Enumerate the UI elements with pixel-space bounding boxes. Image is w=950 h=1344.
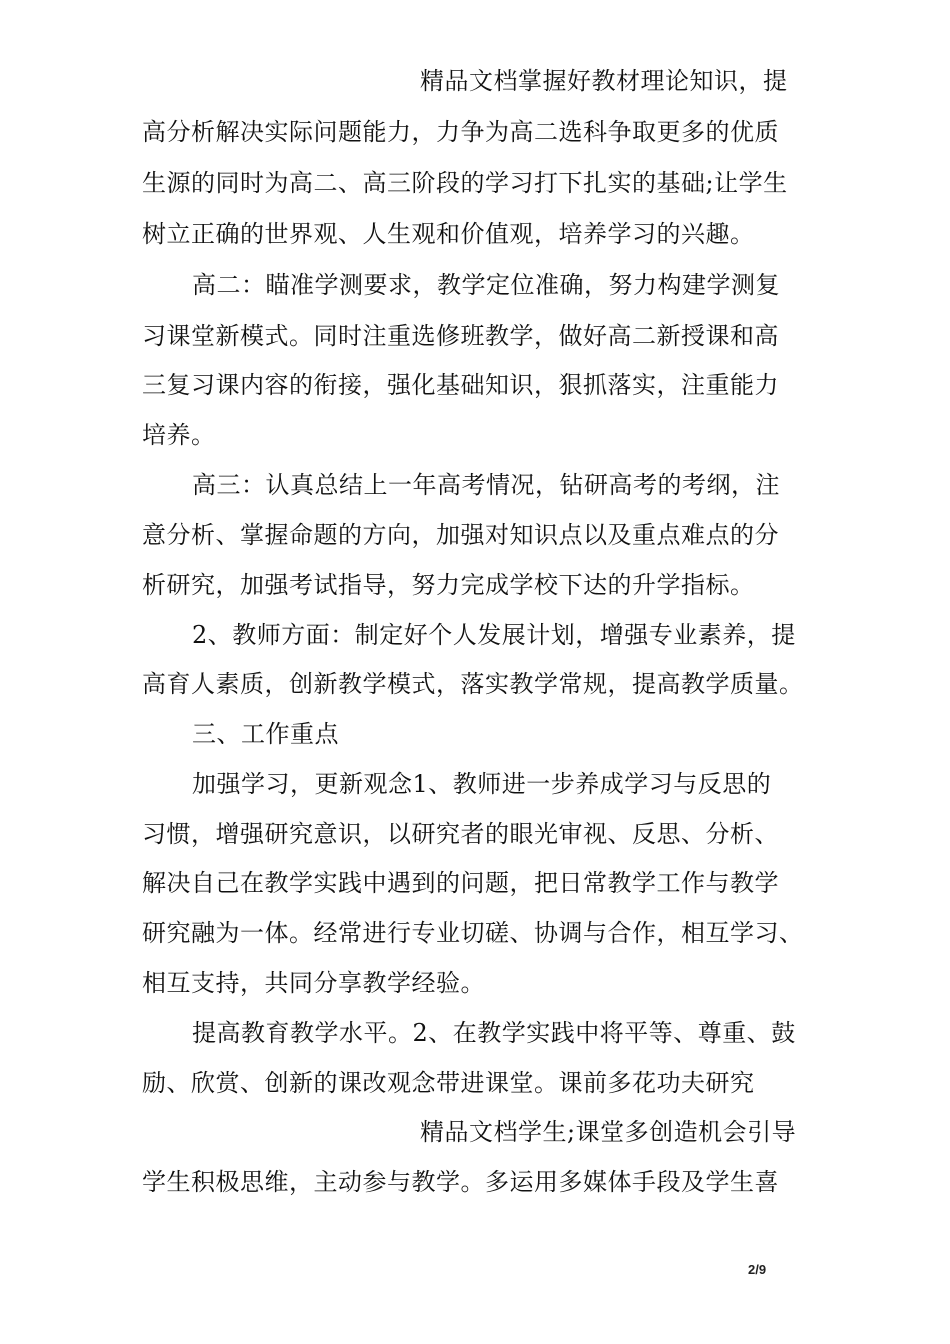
text-line: 析研究，加强考试指导，努力完成学校下达的升学指标。 — [142, 571, 755, 599]
text-line: 习惯，增强研究意识，以研究者的眼光审视、反思、分析、 — [142, 820, 779, 848]
text-line: 励、欣赏、创新的课改观念带进课堂。课前多花功夫研究 — [142, 1069, 755, 1097]
text-line-paragraph-start: 2、教师方面：制定好个人发展计划，增强专业素养，提 — [192, 621, 796, 649]
text-line-header: 精品文档学生;课堂多创造机会引导 — [420, 1118, 797, 1146]
text-line-paragraph-start: 加强学习，更新观念1、教师进一步养成学习与反思的 — [192, 770, 772, 798]
section-heading: 三、工作重点 — [192, 720, 339, 748]
text-line: 生源的同时为高二、高三阶段的学习打下扎实的基础;让学生 — [142, 169, 788, 197]
text-line: 高育人素质，创新教学模式，落实教学常规，提高教学质量。 — [142, 670, 804, 698]
text-line: 习课堂新模式。同时注重选修班教学，做好高二新授课和高 — [142, 322, 779, 350]
text-line: 高分析解决实际问题能力，力争为高二选科争取更多的优质 — [142, 118, 779, 146]
text-line: 意分析、掌握命题的方向，加强对知识点以及重点难点的分 — [142, 521, 779, 549]
text-line-paragraph-start: 提高教育教学水平。2、在教学实践中将平等、尊重、鼓 — [192, 1019, 796, 1047]
text-line: 研究融为一体。经常进行专业切磋、协调与合作，相互学习、 — [142, 919, 804, 947]
text-line: 三复习课内容的衔接，强化基础知识，狠抓落实，注重能力 — [142, 371, 779, 399]
text-line-paragraph-start: 高二：瞄准学测要求，教学定位准确，努力构建学测复 — [192, 271, 780, 299]
text-line-header: 精品文档掌握好教材理论知识，提 — [420, 67, 788, 95]
text-line: 树立正确的世界观、人生观和价值观，培养学习的兴趣。 — [142, 220, 755, 248]
page-number: 2/9 — [748, 1262, 767, 1277]
text-line: 解决自己在教学实践中遇到的问题，把日常教学工作与教学 — [142, 869, 779, 897]
text-line: 培养。 — [142, 421, 216, 449]
text-line: 相互支持，共同分享教学经验。 — [142, 969, 485, 997]
text-line: 学生积极思维，主动参与教学。多运用多媒体手段及学生喜 — [142, 1168, 779, 1196]
text-line-paragraph-start: 高三：认真总结上一年高考情况，钻研高考的考纲，注 — [192, 471, 780, 499]
